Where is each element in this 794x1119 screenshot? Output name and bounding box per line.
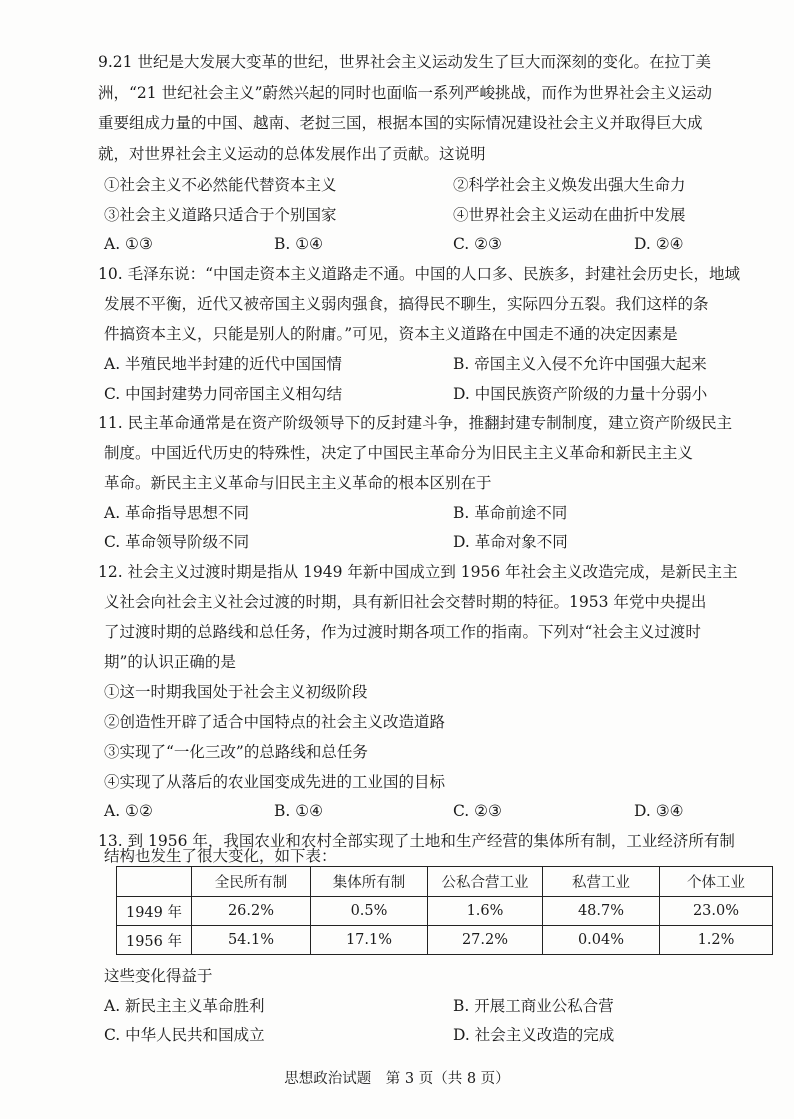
q10-option-a: A. 半殖民地半封建的近代中国国情: [104, 355, 343, 373]
table-row-label: 1956 年: [117, 926, 192, 955]
q10-option-c: C. 中国封建势力同帝国主义相勾结: [104, 385, 343, 403]
q12-statement-4: ④实现了从落后的农业国变成先进的工业国的目标: [104, 773, 446, 791]
q9-stem-line-3: 重要组成力量的中国、越南、老挝三国，根据本国的实际情况建设社会主义并取得巨大成: [98, 114, 703, 132]
q13-option-d: D. 社会主义改造的完成: [453, 1026, 615, 1044]
table-header-cell: 公私合营工业: [428, 867, 543, 897]
q12-statement-1: ①这一时期我国处于社会主义初级阶段: [104, 683, 368, 701]
q12-option-b: B. ①④: [274, 802, 324, 820]
q13-stem-line-1: 13. 到 1956 年，我国农业和农村全部实现了土地和生产经营的集体所有制，工业经济所有制: [98, 832, 735, 850]
q11-stem-line-3: 革命。新民主主义革命与旧民主主义革命的根本区别在于: [104, 474, 492, 492]
q11-stem-line-1: 11. 民主革命通常是在资产阶级领导下的反封建斗争，推翻封建专制制度，建立资产阶级民主: [98, 414, 733, 432]
q12-stem-line-3: 了过渡时期的总路线和总任务，作为过渡时期各项工作的指南。下列对“社会主义过渡时: [104, 623, 701, 641]
q10-option-b: B. 帝国主义入侵不允许中国强大起来: [453, 355, 707, 373]
table-cell: 0.04%: [543, 926, 660, 955]
q11-option-a: A. 革命指导思想不同: [104, 504, 250, 522]
q13-option-a: A. 新民主主义革命胜利: [104, 997, 265, 1015]
table-cell: 26.2%: [192, 897, 311, 926]
q12-option-d: D. ③④: [634, 802, 684, 820]
table-row-label: 1949 年: [117, 897, 192, 926]
q13-stem-2: 这些变化得益于: [104, 967, 213, 985]
q13-option-b: B. 开展工商业公私合营: [453, 997, 614, 1015]
page-footer: 思想政治试题 第 3 页（共 8 页）: [284, 1071, 510, 1087]
q12-statement-3: ③实现了“一化三改”的总路线和总任务: [104, 743, 368, 761]
q13-option-c: C. 中华人民共和国成立: [104, 1026, 265, 1044]
q10-stem-line-3: 件搞资本主义，只能是别人的附庸。”可见，资本主义道路在中国走不通的决定因素是: [104, 325, 678, 343]
q12-stem-line-1: 12. 社会主义过渡时期是指从 1949 年新中国成立到 1956 年社会主义改造完成，是新民主主: [98, 563, 738, 581]
q12-statement-2: ②创造性开辟了适合中国特点的社会主义改造道路: [104, 713, 446, 731]
q9-option-a: A. ①③: [104, 235, 153, 253]
q9-stem-line-2: 洲，“21 世纪社会主义”蔚然兴起的同时也面临一系列严峻挑战，而作为世界社会主义运动: [98, 84, 713, 102]
q9-option-d: D. ②④: [634, 235, 684, 253]
table-header-cell: [117, 867, 192, 897]
q10-stem-line-1: 10. 毛泽东说：“中国走资本主义道路走不通。中国的人口多、民族多，封建社会历史长，地域: [98, 265, 741, 283]
table-row: [117, 897, 773, 926]
q9-stem-line-4: 就，对世界社会主义运动的总体发展作出了贡献。这说明: [98, 145, 486, 163]
q9-statement-1: ①社会主义不必然能代替资本主义: [104, 176, 337, 194]
q9-statement-2: ②科学社会主义焕发出强大生命力: [453, 176, 686, 194]
q9-option-b: B. ①④: [274, 235, 324, 253]
table-cell: 0.5%: [311, 897, 428, 926]
table-header-row: [117, 867, 773, 897]
table-cell: 17.1%: [311, 926, 428, 955]
table-cell: 1.6%: [428, 897, 543, 926]
table-row: [117, 926, 773, 955]
q12-option-c: C. ②③: [453, 802, 502, 820]
q12-option-a: A. ①②: [104, 802, 153, 820]
q10-stem-line-2: 发展不平衡，近代又被帝国主义弱肉强食，搞得民不聊生，实际四分五裂。我们这样的条: [104, 295, 709, 313]
table-cell: 23.0%: [660, 897, 773, 926]
table-header-cell: 集体所有制: [311, 867, 428, 897]
table-header-cell: 个体工业: [660, 867, 773, 897]
table-cell: 48.7%: [543, 897, 660, 926]
q11-option-c: C. 革命领导阶级不同: [104, 533, 250, 551]
q12-stem-line-4: 期”的认识正确的是: [104, 653, 236, 671]
table-header-cell: 全民所有制: [192, 867, 311, 897]
q12-stem-line-2: 义社会向社会主义社会过渡的时期，具有新旧社会交替时期的特征。1953 年党中央提出: [104, 593, 707, 611]
table-cell: 54.1%: [192, 926, 311, 955]
q9-option-c: C. ②③: [453, 235, 502, 253]
table-header-cell: 私营工业: [543, 867, 660, 897]
q13-stem-line-2: 结构也发生了很大变化，如下表：: [104, 847, 337, 865]
q9-statement-3: ③社会主义道路只适合于个别国家: [104, 206, 337, 224]
q9-statement-4: ④世界社会主义运动在曲折中发展: [453, 206, 686, 224]
q11-option-b: B. 革命前途不同: [453, 504, 568, 522]
q11-option-d: D. 革命对象不同: [453, 533, 568, 551]
q9-stem-line-1: 9.21 世纪是大发展大变革的世纪，世界社会主义运动发生了巨大而深刻的变化。在拉丁美: [98, 53, 711, 71]
table-cell: 27.2%: [428, 926, 543, 955]
table-cell: 1.2%: [660, 926, 773, 955]
q10-option-d: D. 中国民族资产阶级的力量十分弱小: [453, 385, 708, 403]
ownership-structure-table: [116, 866, 773, 955]
q11-stem-line-2: 制度。中国近代历史的特殊性，决定了中国民主革命分为旧民主主义革命和新民主主义: [104, 444, 694, 462]
